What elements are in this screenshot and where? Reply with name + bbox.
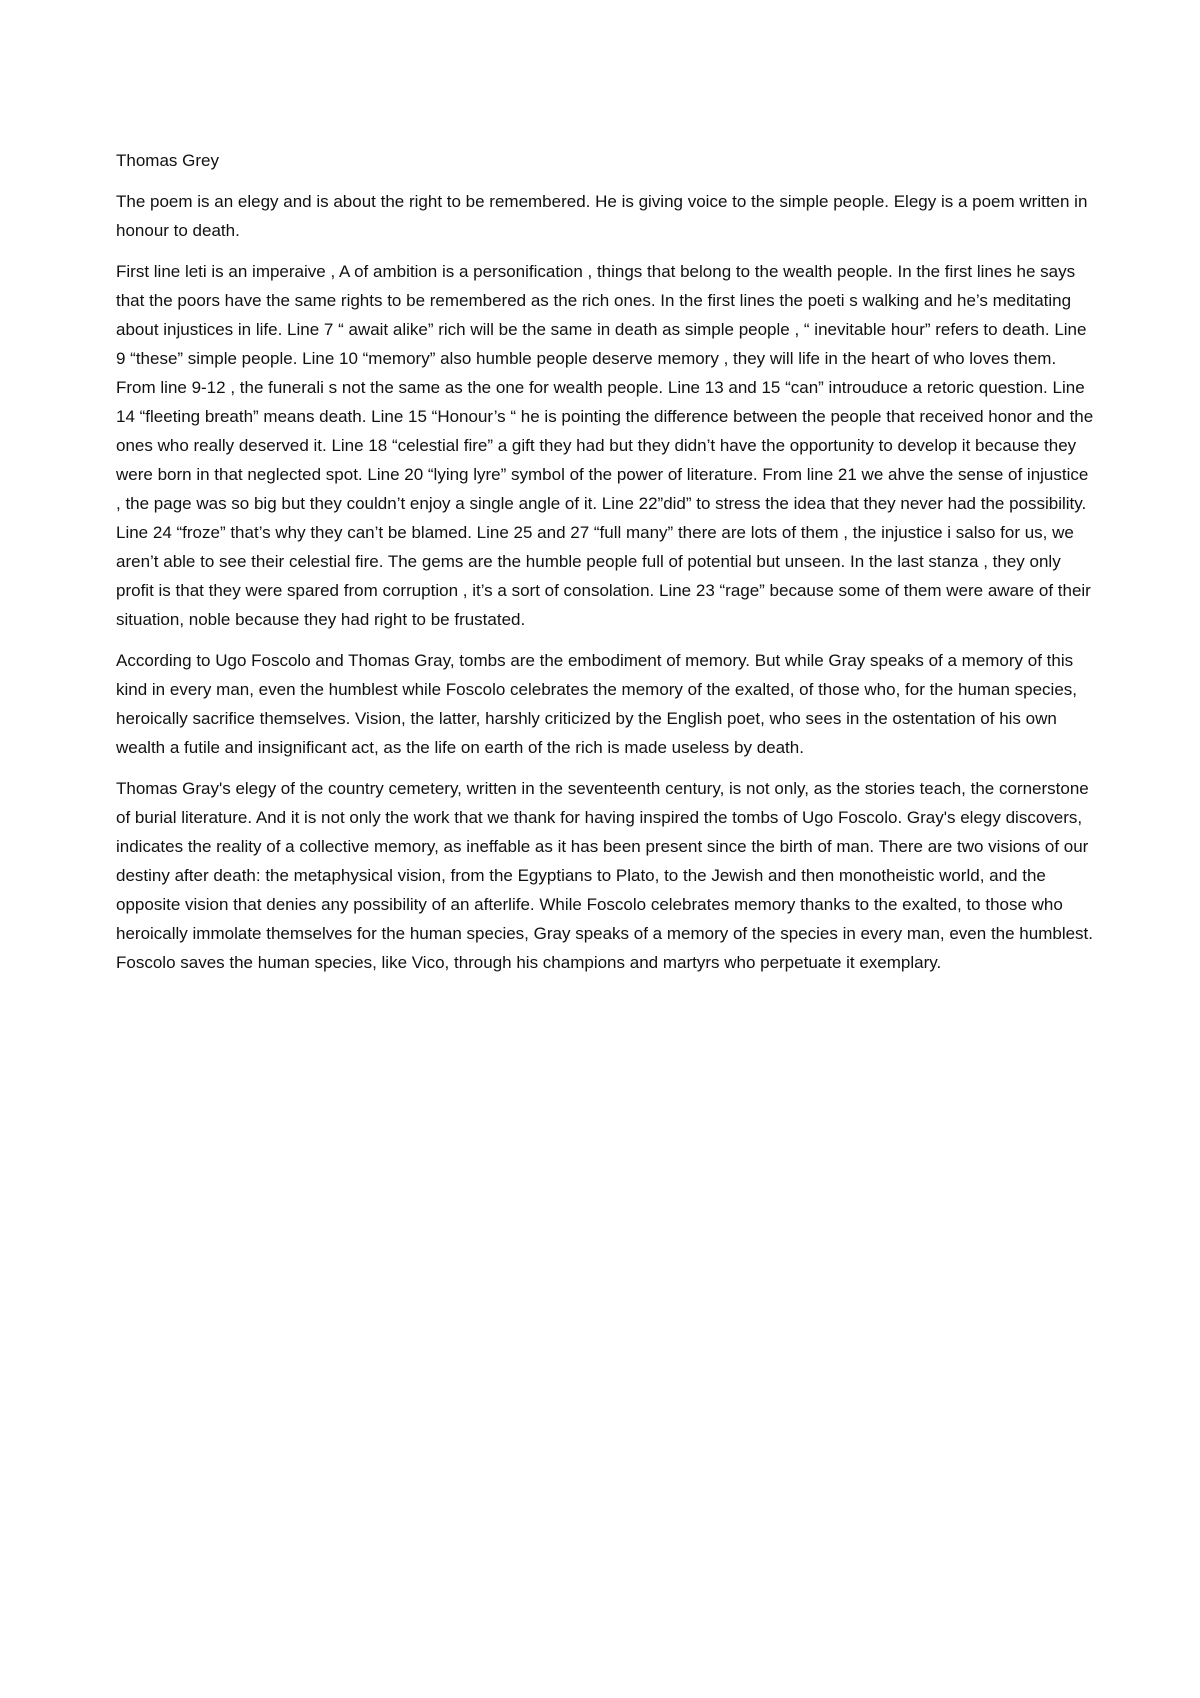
paragraph-comparison: According to Ugo Foscolo and Thomas Gray, tombs are the embodiment of memory. But while Gray speaks of a memory of this kind in every man, even the humblest while Foscolo celebrates the memory of the exalted, of those who, for the human species, heroically sacrifice themselves. Vision, the latter, harshly criticized by the English poet, who sees in the ostentation of his own wealth a futile and insignificant act, as the life on earth of the rich is made useless by death. bbox=[116, 651, 1078, 757]
paragraph-intro: The poem is an elegy and is about the right to be remembered. He is giving voice to the simple people. Elegy is a poem written in honour to death. bbox=[116, 192, 1088, 240]
document-body bbox=[116, 146, 1096, 989]
paragraph-analysis: First line leti is an imperaive , A of ambition is a personification , things that belong to the wealth people. In the first lines he says that the poors have the same rights to be remembered as the rich ones. In the first lines the poeti s walking and he’s meditating about injustices in life. Line 7 “ await alike” rich will be the same in death as simple people , “ inevitable hour” refers to death. Line 9 “these” simple people. Line 10 “memory” also humble people deserve memory , they will life in the heart of who loves them. From line 9-12 , the funerali s not the same as the one for wealth people. Line 13 and 15 “can” introuduce a retoric question. Line 14 “fleeting breath” means death. Line 15 “Honour’s “ he is pointing the difference between the people that received honor and the ones who really deserved it. Line 18 “celestial fire” a gift they had but they didn’t have the opportunity to develop it because they were born in that neglected spot. Line 20 “lying lyre” symbol of the power of literature. From line 21 we ahve the sense of injustice , the page was so big but they couldn’t enjoy a single angle of it. Line 22”did” to stress the idea that they never had the possibility. Line 24 “froze” that’s why they can’t be blamed. Line 25 and 27 “full many” there are lots of them , the injustice i salso for us, we aren’t able to see their celestial fire. The gems are the humble people full of potential but unseen. In the last stanza , they only profit is that they were spared from corruption , it’s a sort of consolation. Line 23 “rage” because some of them were aware of their situation, noble because they had right to be frustated. bbox=[116, 262, 1094, 629]
document-title: Thomas Grey bbox=[116, 151, 219, 170]
paragraph-conclusion: Thomas Gray's elegy of the country cemetery, written in the seventeenth century, is not only, as the stories teach, the cornerstone of burial literature. And it is not only the work that we thank for having inspired the tombs of Ugo Foscolo. Gray's elegy discovers, indicates the reality of a collective memory, as ineffable as it has been present since the birth of man. There are two visions of our destiny after death: the metaphysical vision, from the Egyptians to Plato, to the Jewish and then monotheistic world, and the opposite vision that denies any possibility of an afterlife. While Foscolo celebrates memory thanks to the exalted, to those who heroically immolate themselves for the human species, Gray speaks of a memory of the species in every man, even the humblest. Foscolo saves the human species, like Vico, through his champions and martyrs who perpetuate it exemplary. bbox=[116, 779, 1094, 972]
